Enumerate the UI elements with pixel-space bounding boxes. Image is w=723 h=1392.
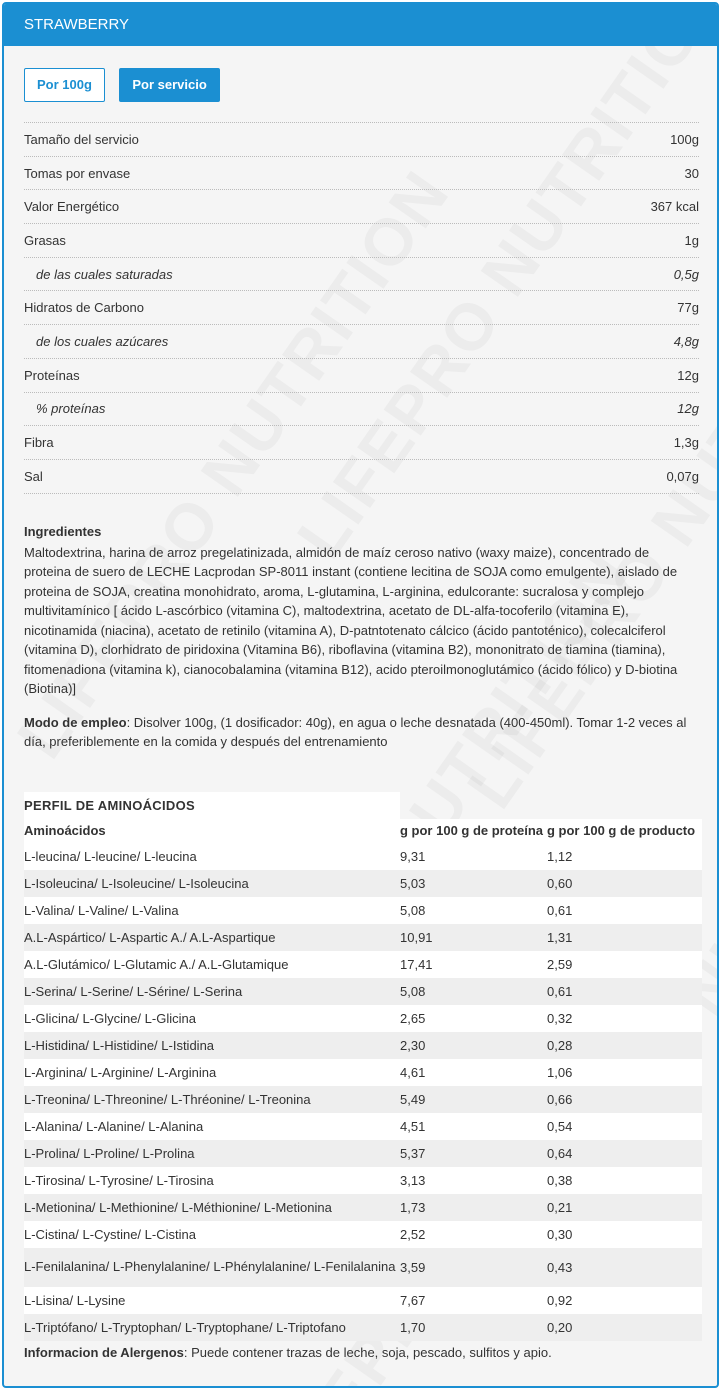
nutrition-row-energy bbox=[24, 190, 699, 224]
nutrition-label: Sal bbox=[24, 468, 43, 484]
amino-name-cell: A.L-Aspártico/ L-Aspartic A./ A.L-Aspartique bbox=[24, 924, 400, 951]
usage-label: Modo de empleo bbox=[24, 714, 127, 730]
amino-per-product-cell: 0,54 bbox=[547, 1113, 702, 1140]
amino-row bbox=[24, 870, 702, 897]
amino-per-protein-cell: 2,52 bbox=[400, 1221, 547, 1248]
nutrition-row-sugars bbox=[24, 325, 699, 359]
ingredients-text: Maltodextrina, harina de arroz pregelatinizada, almidón de maíz ceroso nativo (waxy maize), concentrado de proteina de suero de LECHE Lacprodan SP-8011 instant (contiene lecitina de SOJA como emulgente), aislado de proteina de SOJA, creatina monohidrato, aroma, L-glutamina, L-arginina, edulcorante: sucralosa y complejo multivitamínico [ ácido L-ascórbico (vitamina C), maltodextrina, acetato de DL-alfa-tocoferilo (vitamina E), nicotinamida (niacina), acetato de retinilo (vitamina A), D-patntotenato cálcico (ácido pantoténico), colecalciferol (vitamina D), clorhidrato de piridoxina (Vitamina B6), riboflavina (vitamina B2), mononitrato de tiamina (tiamina), fitomenadiona (vitamina k), cianocobalamina (vitamina B12), acido pteroilmonoglutámico (ácido fólico) y D-biotina (Biotina)] bbox=[24, 544, 678, 697]
amino-row bbox=[24, 1194, 702, 1221]
product-info-panel bbox=[2, 2, 719, 1388]
amino-row bbox=[24, 1059, 702, 1086]
nutrition-row-protein bbox=[24, 359, 699, 393]
amino-name-cell: L-Lisina/ L-Lysine bbox=[24, 1287, 400, 1314]
amino-row bbox=[24, 1314, 702, 1341]
nutrition-label: Tamaño del servicio bbox=[24, 131, 139, 147]
nutrition-label: de los cuales azúcares bbox=[36, 333, 169, 349]
amino-per-product-cell: 1,06 bbox=[547, 1059, 702, 1086]
nutrition-row-protein-percent bbox=[24, 393, 699, 427]
nutrition-row-salt bbox=[24, 460, 699, 494]
nutrition-label: Valor Energético bbox=[24, 199, 120, 215]
amino-table-body bbox=[24, 843, 702, 1341]
nutrition-label: Grasas bbox=[24, 232, 66, 248]
allergen-label: Informacion de Alergenos bbox=[24, 1344, 184, 1360]
amino-row bbox=[24, 843, 702, 870]
nutrition-label: de las cuales saturadas bbox=[36, 266, 173, 282]
nutrition-value: 1,3g bbox=[673, 435, 699, 451]
amino-per-protein-cell: 10,91 bbox=[400, 924, 547, 951]
amino-row bbox=[24, 978, 702, 1005]
nutrition-value: 0,5g bbox=[673, 266, 699, 282]
amino-per-protein-cell: 5,37 bbox=[400, 1140, 547, 1167]
amino-name-cell: L-Prolina/ L-Proline/ L-Prolina bbox=[24, 1140, 400, 1167]
ingredients-title: Ingredientes bbox=[24, 523, 102, 539]
amino-row bbox=[24, 897, 702, 924]
amino-per-product-cell: 0,61 bbox=[547, 897, 702, 924]
amino-table-title: PERFIL DE AMINOÁCIDOS bbox=[24, 792, 400, 819]
amino-acid-table bbox=[24, 792, 702, 1341]
nutrition-value: 30 bbox=[684, 165, 699, 181]
nutrition-label: Hidratos de Carbono bbox=[24, 300, 144, 316]
amino-per-product-cell: 1,31 bbox=[547, 924, 702, 951]
amino-per-protein-cell: 4,61 bbox=[400, 1059, 547, 1086]
amino-per-product-cell: 0,20 bbox=[547, 1314, 702, 1341]
amino-row bbox=[24, 1287, 702, 1314]
amino-per-product-cell: 0,61 bbox=[547, 978, 702, 1005]
nutrition-value: 0,07g bbox=[666, 468, 699, 484]
nutrition-label: Tomas por envase bbox=[24, 165, 131, 181]
amino-per-product-cell: 0,60 bbox=[547, 870, 702, 897]
amino-name-cell: L-leucina/ L-leucine/ L-leucina bbox=[24, 843, 400, 870]
nutrition-table bbox=[24, 122, 699, 494]
amino-per-product-cell: 0,21 bbox=[547, 1194, 702, 1221]
flavor-header: STRAWBERRY bbox=[4, 4, 717, 46]
amino-per-product-cell: 0,64 bbox=[547, 1140, 702, 1167]
amino-name-cell: L-Arginina/ L-Arginine/ L-Arginina bbox=[24, 1059, 400, 1086]
allergen-info bbox=[24, 1345, 697, 1360]
nutrition-row-fiber bbox=[24, 426, 699, 460]
amino-per-protein-cell: 2,30 bbox=[400, 1032, 547, 1059]
amino-per-product-cell: 0,66 bbox=[547, 1086, 702, 1113]
nutrition-row-serving-size bbox=[24, 122, 699, 157]
nutrition-value: 367 kcal bbox=[650, 199, 699, 215]
amino-name-cell: L-Serina/ L-Serine/ L-Sérine/ L-Serina bbox=[24, 978, 400, 1005]
amino-per-product-cell: 0,43 bbox=[547, 1248, 702, 1287]
nutrition-label: Fibra bbox=[24, 435, 54, 451]
nutrition-value: 12g bbox=[677, 367, 699, 383]
amino-name-cell: L-Valina/ L-Valine/ L-Valina bbox=[24, 897, 400, 924]
amino-name-cell: L-Histidina/ L-Histidine/ L-Istidina bbox=[24, 1032, 400, 1059]
usage-text: : Disolver 100g, (1 dosificador: 40g), en agua o leche desnatada (400-450ml). Tomar 1-2 veces al día, preferiblemente en la comida y después del entrenamiento bbox=[24, 714, 687, 750]
amino-name-cell: L-Cistina/ L-Cystine/ L-Cistina bbox=[24, 1221, 400, 1248]
amino-name-cell: L-Glicina/ L-Glycine/ L-Glicina bbox=[24, 1005, 400, 1032]
amino-per-product-cell: 0,30 bbox=[547, 1221, 702, 1248]
amino-header-per-product: g por 100 g de producto bbox=[547, 819, 702, 843]
amino-per-product-cell: 0,92 bbox=[547, 1287, 702, 1314]
amino-per-protein-cell: 7,67 bbox=[400, 1287, 547, 1314]
allergen-text: : Puede contener trazas de leche, soja, pescado, sulfitos y apio. bbox=[183, 1344, 552, 1360]
amino-per-protein-cell: 5,03 bbox=[400, 870, 547, 897]
amino-per-product-cell: 0,28 bbox=[547, 1032, 702, 1059]
nutrition-value: 77g bbox=[677, 300, 699, 316]
amino-row bbox=[24, 1248, 702, 1287]
amino-per-protein-cell: 17,41 bbox=[400, 951, 547, 978]
amino-row bbox=[24, 1032, 702, 1059]
amino-row bbox=[24, 1086, 702, 1113]
tab-per-serving[interactable]: Por servicio bbox=[119, 68, 219, 102]
nutrition-value: 100g bbox=[670, 131, 699, 147]
amino-row bbox=[24, 1221, 702, 1248]
amino-header-per-protein: g por 100 g de proteína bbox=[400, 819, 547, 843]
amino-name-cell: L-Alanina/ L-Alanine/ L-Alanina bbox=[24, 1113, 400, 1140]
amino-name-cell: L-Tirosina/ L-Tyrosine/ L-Tirosina bbox=[24, 1167, 400, 1194]
amino-per-protein-cell: 5,49 bbox=[400, 1086, 547, 1113]
amino-name-cell: L-Metionina/ L-Methionine/ L-Méthionine/ L-Metionina bbox=[24, 1194, 400, 1221]
amino-name-cell: A.L-Glutámico/ L-Glutamic A./ A.L-Glutamique bbox=[24, 951, 400, 978]
tab-per-100g[interactable]: Por 100g bbox=[24, 68, 105, 102]
amino-name-cell: L-Triptófano/ L-Tryptophan/ L-Tryptophane/ L-Triptofano bbox=[24, 1314, 400, 1341]
amino-name-cell: L-Isoleucina/ L-Isoleucine/ L-Isoleucina bbox=[24, 870, 400, 897]
amino-name-cell: L-Treonina/ L-Threonine/ L-Thréonine/ L-Treonina bbox=[24, 1086, 400, 1113]
amino-per-protein-cell: 2,65 bbox=[400, 1005, 547, 1032]
amino-per-protein-cell: 3,13 bbox=[400, 1167, 547, 1194]
amino-per-protein-cell: 5,08 bbox=[400, 897, 547, 924]
amino-per-protein-cell: 5,08 bbox=[400, 978, 547, 1005]
amino-row bbox=[24, 1113, 702, 1140]
nutrition-value: 1g bbox=[684, 232, 699, 248]
amino-per-product-cell: 0,38 bbox=[547, 1167, 702, 1194]
amino-row bbox=[24, 924, 702, 951]
amino-row bbox=[24, 1140, 702, 1167]
nutrition-value: 12g bbox=[677, 401, 699, 417]
amino-per-product-cell: 1,12 bbox=[547, 843, 702, 870]
nutrition-label: % proteínas bbox=[36, 401, 106, 417]
amino-row bbox=[24, 1167, 702, 1194]
nutrition-row-servings bbox=[24, 157, 699, 191]
amino-header-name: Aminoácidos bbox=[24, 819, 400, 843]
amino-per-protein-cell: 3,59 bbox=[400, 1248, 547, 1287]
nutrition-value: 4,8g bbox=[673, 333, 699, 349]
amino-row bbox=[24, 1005, 702, 1032]
nutrition-label: Proteínas bbox=[24, 367, 80, 383]
amino-per-protein-cell: 9,31 bbox=[400, 843, 547, 870]
usage-instructions bbox=[24, 713, 697, 752]
serving-toggle bbox=[24, 46, 697, 102]
amino-per-protein-cell: 1,70 bbox=[400, 1314, 547, 1341]
nutrition-row-carbs bbox=[24, 291, 699, 325]
amino-name-cell: L-Fenilalanina/ L-Phenylalanine/ L-Phénylalanine/ L-Fenilalanina bbox=[24, 1248, 400, 1287]
nutrition-row-saturated bbox=[24, 258, 699, 292]
amino-per-protein-cell: 1,73 bbox=[400, 1194, 547, 1221]
amino-row bbox=[24, 951, 702, 978]
amino-per-product-cell: 0,32 bbox=[547, 1005, 702, 1032]
amino-per-protein-cell: 4,51 bbox=[400, 1113, 547, 1140]
amino-per-product-cell: 2,59 bbox=[547, 951, 702, 978]
nutrition-row-fat bbox=[24, 224, 699, 258]
